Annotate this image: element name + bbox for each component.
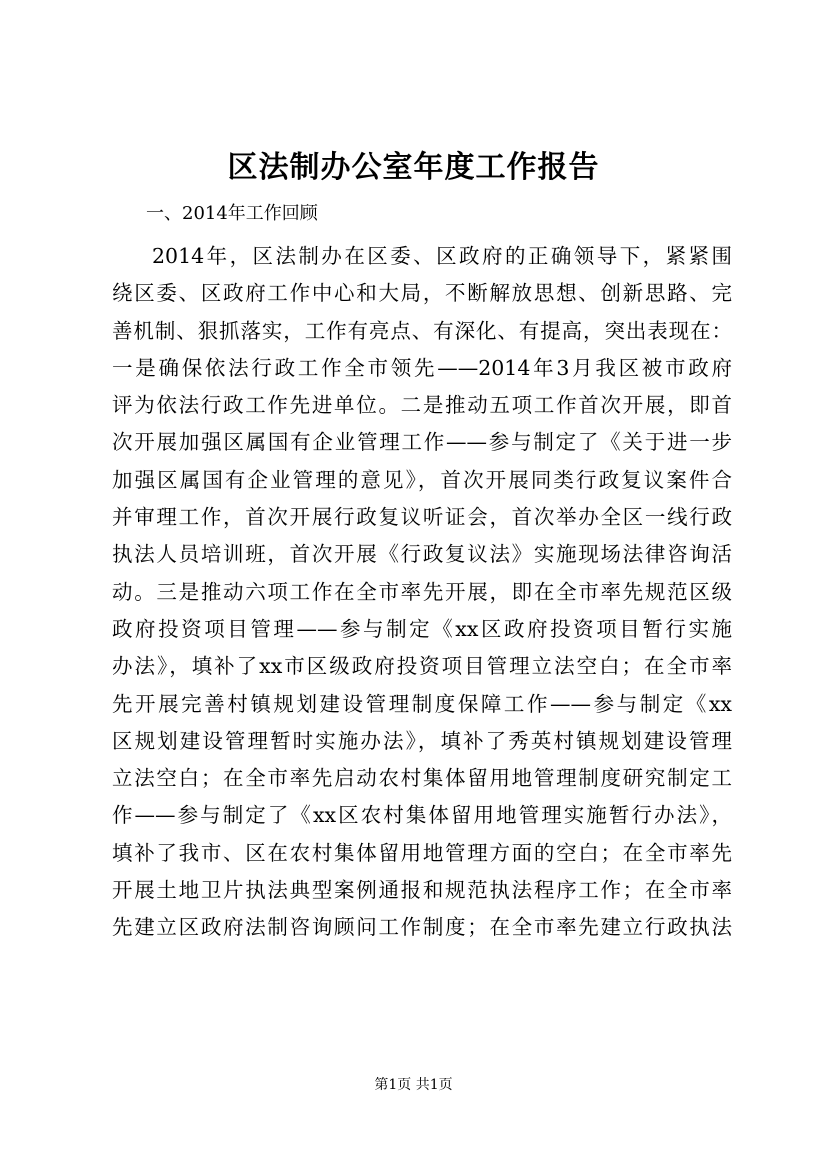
section-heading: 一、2014年工作回顾: [146, 203, 318, 224]
paragraph-line: 先建立区政府法制咨询顾问工作制度；在全市率先建立行政执法: [112, 915, 732, 940]
paragraph-line: 作——参与制定了《xx区农村集体留用地管理实施暂行办法》，: [112, 803, 732, 828]
paragraph-line: 立法空白；在全市率先启动农村集体留用地管理制度研究制定工: [112, 766, 732, 791]
paragraph-line: 并审理工作，首次开展行政复议听证会，首次举办全区一线行政: [112, 505, 732, 530]
paragraph-line: 绕区委、区政府工作中心和大局，不断解放思想、创新思路、完: [112, 281, 732, 306]
paragraph-line: 评为依法行政工作先进单位。二是推动五项工作首次开展，即首: [112, 393, 732, 418]
page-footer: 第1页 共1页: [374, 1077, 453, 1093]
paragraph-line: 政府投资项目管理——参与制定《xx区政府投资项目暂行实施: [112, 616, 732, 641]
paragraph-line: 动。三是推动六项工作在全市率先开展，即在全市率先规范区级: [112, 579, 732, 604]
paragraph-line: 加强区属国有企业管理的意见》，首次开展同类行政复议案件合: [112, 467, 732, 492]
paragraph-line: 次开展加强区属国有企业管理工作——参与制定了《关于进一步: [112, 430, 732, 455]
paragraph-line: 善机制、狠抓落实，工作有亮点、有深化、有提高，突出表现在：: [112, 318, 732, 343]
body-paragraph: [112, 238, 732, 947]
paragraph-line: 开展土地卫片执法典型案例通报和规范执法程序工作；在全市率: [112, 878, 732, 903]
paragraph-line: 2014年，区法制办在区委、区政府的正确领导下，紧紧围: [152, 244, 732, 268]
paragraph-line: 执法人员培训班，首次开展《行政复议法》实施现场法律咨询活: [112, 542, 732, 567]
paragraph-line: 办法》，填补了xx市区级政府投资项目管理立法空白；在全市率: [112, 654, 732, 679]
document-title: 区法制办公室年度工作报告: [227, 150, 600, 185]
paragraph-line: 一是确保依法行政工作全市领先——2014年3月我区被市政府: [112, 355, 732, 380]
paragraph-line: 先开展完善村镇规划建设管理制度保障工作——参与制定《xx: [112, 691, 732, 716]
paragraph-line: 区规划建设管理暂时实施办法》，填补了秀英村镇规划建设管理: [112, 728, 732, 753]
paragraph-line: 填补了我市、区在农村集体留用地管理方面的空白；在全市率先: [112, 840, 732, 865]
